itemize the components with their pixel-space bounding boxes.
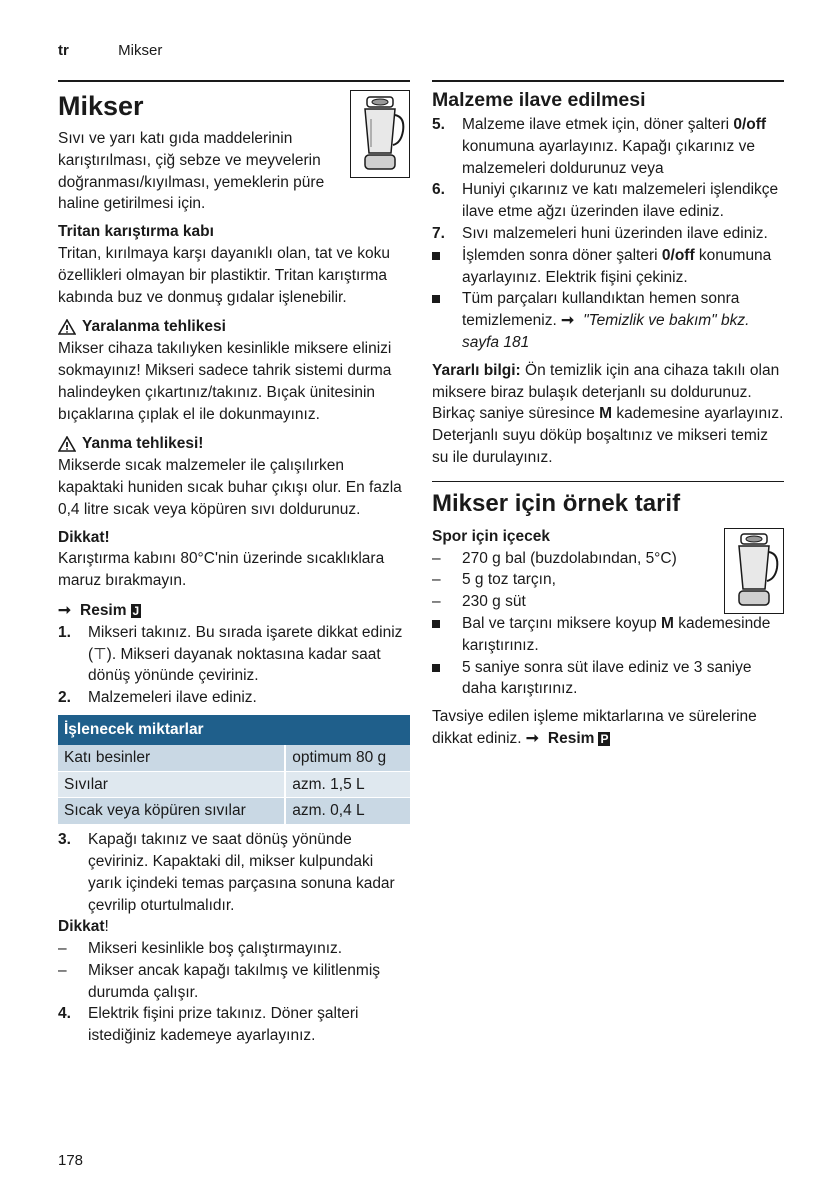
caution-text: Karıştırma kabını 80°C'nin üzerinde sıcaklıklara maruz bırakmayın. xyxy=(58,550,385,590)
caution2-label: Dikkat xyxy=(58,918,105,936)
table-cell: Sıcak veya köpüren sıvılar xyxy=(58,798,285,825)
step-number: 5. xyxy=(432,116,445,133)
bullet-text xyxy=(462,613,784,657)
step-number: 1. xyxy=(58,623,71,641)
quantities-table xyxy=(58,715,410,825)
step-item xyxy=(58,829,410,916)
dash-text: Mikseri kesinlikle boş çalıştırmayınız. xyxy=(88,940,343,958)
injury-heading-label: Yaralanma tehlikesi xyxy=(82,318,226,336)
table-cell: Katı besinler xyxy=(58,745,285,771)
table-row xyxy=(58,798,410,825)
step5-post: konumuna ayarlayınız. Kapağı çıkarınız ve malzemeleri doldurunuz veya xyxy=(462,137,755,177)
blender-icon xyxy=(351,91,409,177)
recipe-subtitle: Spor için içecek xyxy=(432,527,551,545)
table-row xyxy=(58,745,410,771)
ingredient-item xyxy=(432,569,718,591)
ingredient-text: 270 g bal (buzdolabından, 5°C) xyxy=(462,549,677,567)
language-code: tr xyxy=(58,42,69,59)
closing-paragraph xyxy=(432,706,784,750)
bullet-text xyxy=(462,245,784,289)
page-header xyxy=(58,40,162,62)
bullet2-pre: Tüm parçaları kullandıktan hemen sonra temizlemeniz. xyxy=(462,290,740,330)
step-text: Huniyi çıkarınız ve katı malzemeleri işlendikçe ilave etme ağzı üzerinden ilave ediniz. xyxy=(462,181,779,221)
table-cell: optimum 80 g xyxy=(285,745,410,771)
blender-illustration xyxy=(350,90,410,178)
table-cell: azm. 0,4 L xyxy=(285,798,410,825)
cross-reference-link[interactable]: "Temizlik ve bakım" bkz. sayfa 181 xyxy=(462,312,750,351)
step-number: 2. xyxy=(58,689,71,707)
figure-reference xyxy=(58,600,410,622)
figure-ref-label: Resim xyxy=(547,729,595,747)
bullet-item xyxy=(432,613,784,657)
blender-illustration xyxy=(724,528,784,614)
step5-pre: Malzeme ilave etmek için, döner şalteri xyxy=(462,116,734,133)
caution-heading: Dikkat! xyxy=(58,528,110,546)
bullet1-pre: İşlemden sonra döner şalteri xyxy=(462,246,662,264)
dash-marker: – xyxy=(432,571,441,589)
step-item xyxy=(432,114,784,179)
injury-warning-heading xyxy=(58,316,410,338)
table-header: İşlenecek miktarlar xyxy=(58,715,410,745)
bullet-item xyxy=(432,245,784,289)
step-item xyxy=(432,223,784,245)
steps-list-1 xyxy=(58,622,410,709)
steps-list-2 xyxy=(58,829,410,916)
bullet-marker xyxy=(432,657,462,701)
warning-triangle-icon xyxy=(58,319,76,335)
steps-list-3 xyxy=(58,1003,410,1047)
intro-block xyxy=(58,90,410,215)
dir1-post: kademesinde karıştırınız. xyxy=(462,614,771,654)
switch-position: 0/off xyxy=(661,246,695,264)
top-rule xyxy=(432,80,784,82)
dash-item xyxy=(58,938,410,960)
dash-item xyxy=(58,960,410,1004)
ingredient-item xyxy=(432,548,718,570)
tip-label: Yararlı bilgi: xyxy=(432,361,521,379)
left-column xyxy=(58,80,410,1047)
header-section: Mikser xyxy=(118,42,163,59)
step-text xyxy=(462,114,784,179)
blender-icon xyxy=(725,529,783,613)
table-cell: azm. 1,5 L xyxy=(285,771,410,798)
bullet-marker xyxy=(432,288,462,353)
right-column xyxy=(432,80,784,750)
step-number: 3. xyxy=(58,831,71,849)
figure-ref-label: Resim xyxy=(80,601,127,619)
dash-text: Mikser ancak kapağı takılmış ve kilitlenmiş durumda çalışır. xyxy=(88,961,381,1001)
bullet-text: 5 saniye sonra süt ilave ediniz ve 3 saniye daha karıştırınız. xyxy=(462,658,752,698)
bullet-marker xyxy=(432,613,462,657)
table-row xyxy=(58,771,410,798)
figure-tag: P xyxy=(600,731,609,746)
tritan-text: Tritan, kırılmaya karşı dayanıklı olan, tat ve koku özellikleri olmayan bir plastiktir. Tritan karıştırma kabında buz ve donmuş gıdalar işlenebilir. xyxy=(58,244,390,306)
step-item xyxy=(58,687,410,709)
bullet-text xyxy=(462,288,784,353)
step-number: 6. xyxy=(432,181,445,199)
step-text: Sıvı malzemeleri huni üzerinden ilave ediniz. xyxy=(462,224,768,242)
speed-setting: M xyxy=(599,405,613,423)
step-text: Kapağı takınız ve saat dönüş yönünde çeviriniz. Kapaktaki dil, mikser kulpundaki yarık içindeki temas parçasına sonuna kadar çevrilip oturtulmalıdır. xyxy=(88,831,395,914)
tritan-heading: Tritan karıştırma kabı xyxy=(58,223,214,241)
step-text: Mikseri takınız. Bu sırada işarete dikkat ediniz (⊤). Mikseri dayanak noktasına kadar saat dönüş yönünde çeviriniz. xyxy=(88,623,403,685)
step-item xyxy=(432,179,784,223)
bullet1-post: konumuna ayarlayınız. Elektrik fişini çekiniz. xyxy=(462,246,772,286)
warning-triangle-icon xyxy=(58,436,76,452)
page-title: Mikser xyxy=(58,91,144,121)
ingredient-text: 5 g toz tarçın, xyxy=(462,571,556,589)
bullet-item xyxy=(432,657,784,701)
recipe-block xyxy=(432,526,784,613)
caution2-suffix: ! xyxy=(104,918,109,936)
step-number: 4. xyxy=(58,1005,71,1023)
table-cell: Sıvılar xyxy=(58,771,285,798)
closing-text: Tavsiye edilen işleme miktarlarına ve sürelerine dikkat ediniz. xyxy=(432,708,757,747)
add-steps xyxy=(432,114,784,245)
top-rule xyxy=(58,80,410,82)
switch-position: 0/off xyxy=(733,116,767,133)
speed-setting: M xyxy=(661,614,674,632)
tip-text-2: kademesine ayarlayınız. Deterjanlı suyu döküp boşaltınız ve mikseri temiz su ile durulayınız. xyxy=(432,405,784,466)
recipe-title: Mikser için örnek tarif xyxy=(432,489,681,517)
add-ingredients-heading: Malzeme ilave edilmesi xyxy=(432,89,646,111)
dash-marker: – xyxy=(58,940,67,958)
burn-text: Mikserde sıcak malzemeler ile çalışılırken kapaktaki huniden sıcak buhar çıkışı olur. En fazla 0,4 litre sıcak veya köpüren sıvı doldurunuz. xyxy=(58,457,402,518)
bullet-item xyxy=(432,288,784,353)
arrow-right-icon: ➞ xyxy=(561,312,575,330)
dash-marker: – xyxy=(432,549,441,567)
figure-tag: J xyxy=(132,603,140,618)
step-item xyxy=(58,1003,410,1047)
step-item xyxy=(58,622,410,687)
arrow-right-icon: ➞ xyxy=(58,601,71,619)
bullet-marker xyxy=(432,245,462,289)
step-number: 7. xyxy=(432,224,445,242)
dash-marker: – xyxy=(58,961,67,979)
dash-marker: – xyxy=(432,593,441,611)
dir1-pre: Bal ve tarçını miksere koyup xyxy=(462,614,661,632)
tip-text-1: Ön temizlik için ana cihaza takılı olan miksere biraz bulaşık deterjanlı su doldurunuz. Birkaç saniye süresince xyxy=(432,361,780,423)
injury-text: Mikser cihaza takılıyken kesinlikle miksere elinizi sokmayınız! Mikseri sadece tahrik sistemi durma halindeyken çıkartınız/takınız. Bıçak ünitesinin bıçaklarına çıplak el ile dokunmayınız. xyxy=(58,340,392,423)
section-rule xyxy=(432,481,784,482)
intro-text: Sıvı ve yarı katı gıda maddelerinin karıştırılması, çiğ sebze ve meyvelerin doğranması/kıyılması, yemeklerin püre haline getirilmesi için. xyxy=(58,130,325,213)
burn-heading-label: Yanma tehlikesi! xyxy=(82,435,204,453)
ingredient-text: 230 g süt xyxy=(462,593,526,611)
step-text: Elektrik fişini prize takınız. Döner şalteri istediğiniz kademeye ayarlayınız. xyxy=(88,1005,359,1045)
tip-paragraph xyxy=(432,360,784,469)
arrow-right-icon: ➞ xyxy=(525,729,539,747)
page-number: 178 xyxy=(58,1152,84,1169)
caution2-heading xyxy=(58,916,410,938)
burn-warning-heading xyxy=(58,433,410,455)
step-text: Malzemeleri ilave ediniz. xyxy=(88,689,257,707)
